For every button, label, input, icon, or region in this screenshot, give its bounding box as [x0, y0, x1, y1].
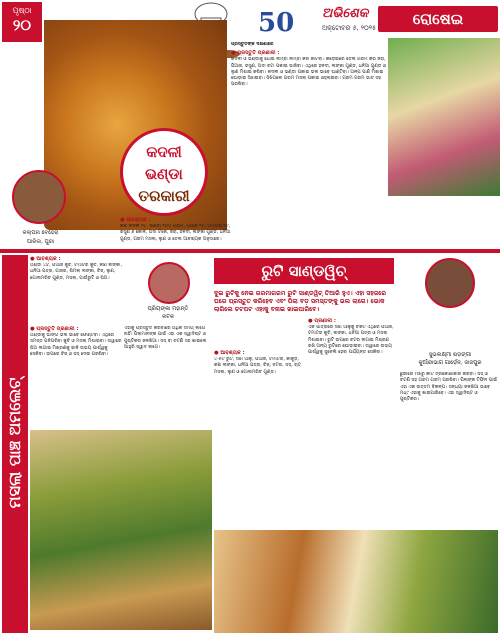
article1-title-line2: ଭଣ୍ଡା	[145, 165, 183, 183]
article3-column-e	[400, 372, 498, 510]
article1-title-line1: କଦଳୀ	[146, 143, 182, 161]
article2-prep-body: ଅଣ୍ଡାକୁ ଭାଙ୍ଗି ଭଲ ଭାବେ ଫେଣ୍ଟିବା। ଏଥିରେ ସମସ୍ତ ପନିପରିବା କୁଚି ଓ ମସଲା ମିଶାଇବା। ତାୱାରେ ଘିଅ ଲଗାଇ ମିଶ୍ରଣକୁ ଢାଳି ଉଭୟ ପାର୍ଶ୍ୱକୁ ସେକିବା। ଉପରେ ଚିଜ୍ ଓ ସସ୍ ଦେଇ ପରଷିବା।	[30, 333, 122, 357]
article3-prep-body: ଏକ ପାତ୍ରରେ ସିଝା ଆଳୁକୁ ଚକଟି ଏଥିରେ ପିଆଜ, ଟମାଟର କୁଚି, ଲଙ୍କା, ଧନିଆ ପତ୍ର ଓ ମସଲା ମିଶାଇବା। ରୁଟି ଉପରେ ବଟର ଲଗାଇ ମିଶ୍ରଣ ରଖି ଅନ୍ୟ ରୁଟିରେ ଘୋଡ଼ାଇବା। ତାୱାରେ ଉଭୟ ପାର୍ଶ୍ୱକୁ ସୁନେଲି ହେବା ପର୍ଯ୍ୟନ୍ତ ସେକିବା।	[308, 325, 394, 356]
anniversary-number: 50	[258, 8, 295, 38]
page-label: ପୃଷ୍ଠା	[12, 6, 32, 15]
newspaper-brand: ଅଭିଶେକ	[322, 6, 369, 21]
omelette-photo	[30, 430, 212, 630]
article3-ing-heading: ● ଆବଶ୍ୟକ :	[214, 350, 245, 356]
article3-title: ରୁଟି ସାଣ୍ଡୱିଚ୍	[214, 258, 394, 284]
article1-title	[120, 128, 208, 216]
article2-prep-heading: ● ପ୍ରସ୍ତୁତି ପ୍ରଣାଳୀ :	[30, 326, 79, 332]
author2-avatar	[148, 262, 190, 304]
author1-name: କଲ୍ପନା ବେହେରା	[22, 230, 59, 236]
author3-city: କୁଆଁରୀଭାଗ ଗାର୍ଡ଼େନ, ଜାଜପୁର	[418, 360, 482, 366]
article2-ing-body: ଅଣ୍ଡା ୪ଟି, ପିଆଜ କୁଚି, ଟମାଟର କୁଚି, କଞ୍ଚା ଲଙ୍କା, ଧନିଆ ପତ୍ର, ଗାଜର, ଶିମଲା ଲଙ୍କା, ଚିଜ୍, ଲୁଣ, ଗୋଲମରିଚ ଗୁଣ୍ଡ, ମସଲା, ପାଉଁରୁଟି ଓ ଘିଅ।	[30, 263, 122, 281]
section-divider	[0, 249, 500, 253]
article2-colb-body: ଏହାକୁ ପ୍ରସ୍ତୁତ କରିବାରେ ଅଧିକ ସମୟ ଲାଗେ ନାହିଁ। ପିଲାମାନଙ୍କ ପାଇଁ ଏହା ଏକ ସ୍ୱାଦିଷ୍ଟ ଓ ପୁଷ୍ଟିକର ଜଳଖିଆ। ସସ୍ ବା ଚଟଣି ସହ ଖାଇଲେ ଆହୁରି ସ୍ୱାଦ ଲାଗେ।	[124, 326, 207, 350]
article3-column-c	[214, 350, 306, 525]
article3-prep-heading: ● ପ୍ରଣାଳୀ :	[308, 318, 337, 324]
article1-ingredients	[120, 217, 240, 247]
page-number: ୨୦	[12, 16, 32, 34]
article1-prep-column	[231, 42, 386, 238]
issue-date: ଅକ୍ଟୋବର ୫, ୨୦୨୫	[322, 24, 377, 32]
section-title: ରୋଷେଇ	[378, 6, 498, 32]
article1-intro: ପ୍ରସ୍ତୁତଙ୍କ ଦକ୍ଷିଣାରେ	[231, 42, 274, 47]
article1-prep-body: କଦଳୀ ଓ ଭଣ୍ଡାକୁ ଧୋଇ ଲମ୍ବା ଲମ୍ବା କରି କାଟିବା। କଡ଼େଇରେ ତେଲ ଗରମ କରି ଜିରା, ପିଆଜ, ରସୁଣ, ଅଦା ବଟା ପକାଇ ଭାଜିବା। ଏଥିରେ ହଳଦୀ, ଲଙ୍କା ଗୁଣ୍ଡ, ଧନିଆ ଗୁଣ୍ଡ ଓ ଲୁଣ ମିଶାଇ କଷିବା। କଦଳୀ ଓ ଭଣ୍ଡା ପକାଇ ଭଲ ଭାବେ ଘାଣ୍ଟିବା। ଅଳ୍ପ ପାଣି ମିଶାଇ ଘୋଡ଼ାଇ ସିଝାଇବା। ସିଝିଗଲେ ଗରମ ମସଲା ପକାଇ ଓହ୍ଲାଇବା। ଗରମ ଗରମ ଭାତ ସହ ପରଷିବା।	[231, 57, 386, 88]
author3-avatar	[425, 258, 475, 308]
author2-name: ପ୍ରିୟଙ୍କା ମହାନ୍ତି	[147, 306, 189, 312]
article3-column-d	[308, 318, 396, 525]
author1-city: ପାରିଲ, ପୁରୀ	[26, 239, 55, 245]
article3-cole-body: ଛୁରୀରେ ମଝିରୁ କାଟି ତ୍ରିକୋଣାକାର କରିବା। ସସ୍ ଓ ଚଟଣି ସହ ଗରମ ଗରମ ପରଷିବା। ପିଲାଙ୍କ ଟିଫିନ ପାଇଁ ଏହା ଏକ ଉତ୍ତମ ବିକଳ୍ପ। ସନ୍ଧ୍ୟା ଜଳଖିଆ ଭାବେ ମଧ୍୯ ଏହାକୁ ଖାଇପାରିବେ। ଏହା ସ୍ୱାଦିଷ୍ଟ ଓ ପୁଷ୍ଟିକର।	[400, 372, 498, 403]
article3-intro: ଦୁଇ ରୁଟିକୁ ନେଇ ଗରମାଗରମ ରୁଟି ସାଣ୍ଡୱିଚ୍ ତିଆରି ହୁଏ। ଏହା ସହଜରେ ଘରେ ପ୍ରସ୍ତୁତ କରିହେବ ଏବଂ ପିଲା ବଡ଼ ସମସ୍ତଙ୍କୁ ଭଲ ଲାଗେ। ଭୋକ ଲାଗିଲେ ଚଟପଟ ଏହାକୁ ବନାଇ ଖାଇପାରିବେ।	[214, 290, 387, 314]
article2-column-b	[124, 326, 212, 428]
sandwich-photo-top	[388, 38, 500, 196]
article3-ing-body: ୪-୫ଟି ରୁଟି, ସିଝା ଆଳୁ, ପିଆଜ, ଟମାଟର, କାକୁଡ଼ି, କଞ୍ଚା ଲଙ୍କା, ଧନିଆ ପତ୍ର, ଚିଜ୍, ବଟର, ସସ୍, ଚାଟ୍ ମସଲା, ଲୁଣ ଓ ଗୋଲମରିଚ ଗୁଣ୍ଡ।	[214, 357, 301, 375]
article1-title-line3: ତରକାରୀ	[138, 187, 190, 205]
article2-vertical-title: ମସଲା ପାଞ୍ଚ ଅମଲେଟ୍	[5, 377, 24, 509]
article2-ing-heading: ● ଆବଶ୍ୟକ :	[30, 256, 61, 262]
anniversary-logo	[258, 8, 318, 40]
article1-ing-body: କଞ୍ଚା କଦଳୀ ୨ଟି, ଭଣ୍ଡା ୧୦୦ ଗ୍ରାମ, ପିଆଜ ୨ଟି, ଟମାଟର ୧ଟି, ରସୁଣ ୬ କୋଳି, ଅଦା ଟିକେ, ଜିରା, ହଳଦୀ, ଲଙ୍କା ଗୁଣ୍ଡ, ଧନିଆ ଗୁଣ୍ଡ, ଗରମ ମସଲା, ଲୁଣ ଓ ତେଲ ଆବଶ୍ୟକ ଅନୁସାରେ।	[120, 224, 231, 242]
author2-city: କଟକ	[162, 314, 174, 320]
author3-name: ସୁଭଲକ୍ଷ୍ମୀ ଷଡ଼ଙ୍ଗୀ	[428, 352, 472, 358]
article1-ing-heading: ● ଆବଶ୍ୟକ :	[120, 217, 151, 223]
roti-sandwich-photo	[214, 530, 498, 633]
page-number-badge	[2, 2, 42, 42]
author1-avatar	[12, 170, 66, 224]
article1-prep-heading: ● ପ୍ରସ୍ତୁତି ପ୍ରଣାଳୀ :	[231, 50, 280, 57]
article2-column-a	[30, 256, 122, 428]
